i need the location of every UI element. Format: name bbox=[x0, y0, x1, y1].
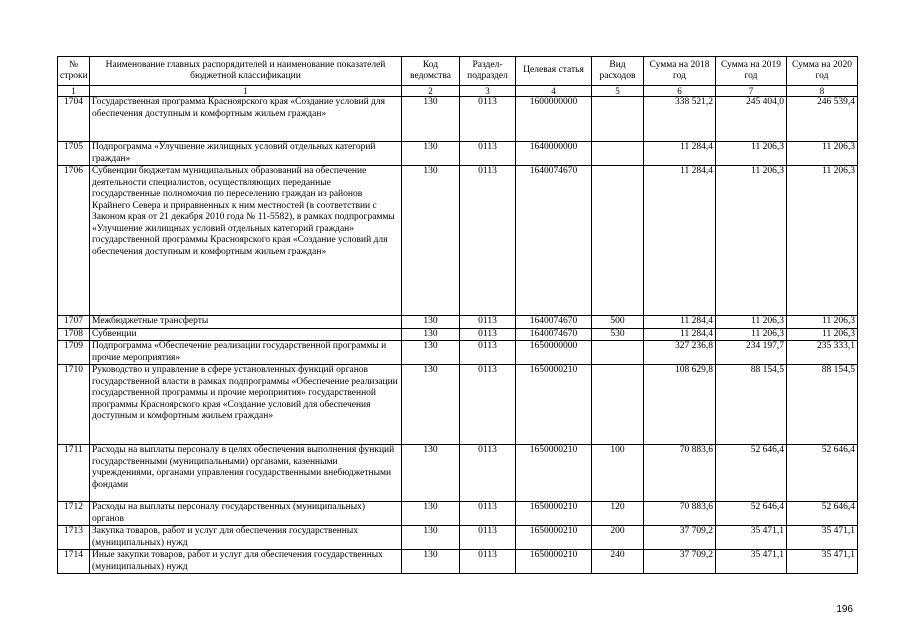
sum-2018-cell: 11 284,4 bbox=[644, 166, 716, 316]
sum-2020-cell: 11 206,3 bbox=[787, 316, 858, 329]
sum-2018-cell: 108 629,8 bbox=[644, 365, 716, 445]
table-row bbox=[58, 550, 858, 574]
name-cell: Закупка товаров, работ и услуг для обеспечения государственных (муниципальных) нужд bbox=[90, 526, 402, 550]
sum-2020-cell: 235 333,1 bbox=[787, 341, 858, 365]
page-number: 196 bbox=[836, 604, 853, 615]
sum-2018-cell: 338 521,2 bbox=[644, 97, 716, 142]
sum-2020-cell: 35 471,1 bbox=[787, 526, 858, 550]
column-number: 7 bbox=[716, 86, 787, 97]
kind-cell bbox=[592, 365, 644, 445]
sum-2019-cell: 11 206,3 bbox=[716, 142, 787, 166]
article-cell: 1650000000 bbox=[516, 341, 592, 365]
sum-2019-cell: 52 646,4 bbox=[716, 502, 787, 526]
article-cell: 1600000000 bbox=[516, 97, 592, 142]
name-cell: Подпрограмма «Улучшение жилищных условий отдельных категорий граждан» bbox=[90, 142, 402, 166]
kind-cell: 530 bbox=[592, 328, 644, 341]
sum-2020-cell: 11 206,3 bbox=[787, 328, 858, 341]
column-number: 1 bbox=[58, 86, 90, 97]
section-cell: 0113 bbox=[460, 97, 516, 142]
sum-2019-cell: 11 206,3 bbox=[716, 328, 787, 341]
row-number-cell: 1712 bbox=[58, 502, 90, 526]
column-number: 6 bbox=[644, 86, 716, 97]
article-cell: 1650000210 bbox=[516, 550, 592, 574]
header-code: Код ведомства bbox=[402, 57, 460, 86]
article-cell: 1650000210 bbox=[516, 526, 592, 550]
name-cell: Руководство и управление в сфере установленных функций органов государственной власти в рамках подпрограммы «Обеспечение реализации государственной программы и прочие мероприятия» государственной программы Красноярского края «Создание условий для обеспечения доступным и комфортным жильем граждан» bbox=[90, 365, 402, 445]
code-cell: 130 bbox=[402, 526, 460, 550]
header-row-number: № строки bbox=[58, 57, 90, 86]
header-name: Наименование главных распорядителей и наименование показателей бюджетной классификации bbox=[90, 57, 402, 86]
kind-cell bbox=[592, 97, 644, 142]
sum-2019-cell: 11 206,3 bbox=[716, 316, 787, 329]
column-number: 3 bbox=[460, 86, 516, 97]
column-number: 8 bbox=[787, 86, 858, 97]
header-kind: Вид расходов bbox=[592, 57, 644, 86]
table-row bbox=[58, 445, 858, 502]
section-cell: 0113 bbox=[460, 445, 516, 502]
kind-cell bbox=[592, 341, 644, 365]
row-number-cell: 1704 bbox=[58, 97, 90, 142]
sum-2019-cell: 11 206,3 bbox=[716, 166, 787, 316]
table-row bbox=[58, 502, 858, 526]
code-cell: 130 bbox=[402, 328, 460, 341]
section-cell: 0113 bbox=[460, 328, 516, 341]
sum-2018-cell: 327 236,8 bbox=[644, 341, 716, 365]
name-cell: Расходы на выплаты персоналу в целях обеспечения выполнения функций государственными (муниципальными) органами, казенными учреждениями, органами управления государственными внебюджетными фондами bbox=[90, 445, 402, 502]
code-cell: 130 bbox=[402, 502, 460, 526]
sum-2019-cell: 35 471,1 bbox=[716, 550, 787, 574]
name-cell: Государственная программа Красноярского края «Создание условий для обеспечения доступным и комфортным жильем граждан» bbox=[90, 97, 402, 142]
sum-2019-cell: 35 471,1 bbox=[716, 526, 787, 550]
name-cell: Иные закупки товаров, работ и услуг для обеспечения государственных (муниципальных) нужд bbox=[90, 550, 402, 574]
code-cell: 130 bbox=[402, 97, 460, 142]
table-row bbox=[58, 142, 858, 166]
table-row bbox=[58, 166, 858, 316]
kind-cell: 120 bbox=[592, 502, 644, 526]
sum-2020-cell: 11 206,3 bbox=[787, 166, 858, 316]
article-cell: 1650000210 bbox=[516, 502, 592, 526]
sum-2018-cell: 70 883,6 bbox=[644, 502, 716, 526]
sum-2018-cell: 70 883,6 bbox=[644, 445, 716, 502]
article-cell: 1640074670 bbox=[516, 316, 592, 329]
code-cell: 130 bbox=[402, 550, 460, 574]
section-cell: 0113 bbox=[460, 142, 516, 166]
name-cell: Субвенции bbox=[90, 328, 402, 341]
column-numbers-row bbox=[58, 86, 858, 97]
name-cell: Подпрограмма «Обеспечение реализации государственной программы и прочие мероприятия» bbox=[90, 341, 402, 365]
header-sum-2019: Сумма на 2019 год bbox=[716, 57, 787, 86]
table-row bbox=[58, 328, 858, 341]
header-article: Целевая статья bbox=[516, 57, 592, 86]
header-sum-2018: Сумма на 2018 год bbox=[644, 57, 716, 86]
article-cell: 1650000210 bbox=[516, 365, 592, 445]
row-number-cell: 1706 bbox=[58, 166, 90, 316]
code-cell: 130 bbox=[402, 445, 460, 502]
article-cell: 1640000000 bbox=[516, 142, 592, 166]
code-cell: 130 bbox=[402, 142, 460, 166]
kind-cell: 240 bbox=[592, 550, 644, 574]
code-cell: 130 bbox=[402, 341, 460, 365]
table-body bbox=[58, 97, 858, 574]
kind-cell: 200 bbox=[592, 526, 644, 550]
name-cell: Субвенции бюджетам муниципальных образований на обеспечение деятельности специалистов, осуществляющих переданные государственные полномочия по переселению граждан из районов Крайнего Севера и приравненных к ним местностей (в соответствии с Законом края от 21 декабря 2010 года № 11-5582), в рамках подпрограммы «Улучшение жилищных условий отдельных категорий граждан» государственной программы Красноярского края «Создание условий для обеспечения доступным и комфортным жильем граждан» bbox=[90, 166, 402, 316]
table-row bbox=[58, 316, 858, 329]
sum-2019-cell: 234 197,7 bbox=[716, 341, 787, 365]
section-cell: 0113 bbox=[460, 341, 516, 365]
section-cell: 0113 bbox=[460, 316, 516, 329]
article-cell: 1640074670 bbox=[516, 328, 592, 341]
row-number-cell: 1713 bbox=[58, 526, 90, 550]
section-cell: 0113 bbox=[460, 502, 516, 526]
kind-cell bbox=[592, 166, 644, 316]
article-cell: 1650000210 bbox=[516, 445, 592, 502]
row-number-cell: 1711 bbox=[58, 445, 90, 502]
table-row bbox=[58, 341, 858, 365]
code-cell: 130 bbox=[402, 365, 460, 445]
header-section: Раздел-подраздел bbox=[460, 57, 516, 86]
sum-2018-cell: 11 284,4 bbox=[644, 316, 716, 329]
sum-2019-cell: 52 646,4 bbox=[716, 445, 787, 502]
kind-cell bbox=[592, 142, 644, 166]
column-number: 1 bbox=[90, 86, 402, 97]
column-number: 2 bbox=[402, 86, 460, 97]
sum-2019-cell: 245 404,0 bbox=[716, 97, 787, 142]
table-row bbox=[58, 97, 858, 142]
sum-2020-cell: 52 646,4 bbox=[787, 445, 858, 502]
name-cell: Расходы на выплаты персоналу государственных (муниципальных) органов bbox=[90, 502, 402, 526]
code-cell: 130 bbox=[402, 166, 460, 316]
sum-2018-cell: 11 284,4 bbox=[644, 328, 716, 341]
sum-2018-cell: 37 709,2 bbox=[644, 550, 716, 574]
table-row bbox=[58, 526, 858, 550]
sum-2020-cell: 246 539,4 bbox=[787, 97, 858, 142]
name-cell: Межбюджетные трансферты bbox=[90, 316, 402, 329]
sum-2020-cell: 35 471,1 bbox=[787, 550, 858, 574]
header-sum-2020: Сумма на 2020 год bbox=[787, 57, 858, 86]
sum-2019-cell: 88 154,5 bbox=[716, 365, 787, 445]
sum-2018-cell: 37 709,2 bbox=[644, 526, 716, 550]
row-number-cell: 1710 bbox=[58, 365, 90, 445]
section-cell: 0113 bbox=[460, 526, 516, 550]
row-number-cell: 1707 bbox=[58, 316, 90, 329]
sum-2020-cell: 52 646,4 bbox=[787, 502, 858, 526]
table-row bbox=[58, 365, 858, 445]
sum-2020-cell: 11 206,3 bbox=[787, 142, 858, 166]
article-cell: 1640074670 bbox=[516, 166, 592, 316]
section-cell: 0113 bbox=[460, 166, 516, 316]
section-cell: 0113 bbox=[460, 365, 516, 445]
sum-2018-cell: 11 284,4 bbox=[644, 142, 716, 166]
column-number: 5 bbox=[592, 86, 644, 97]
budget-table bbox=[57, 56, 858, 574]
header-row bbox=[58, 57, 858, 86]
sum-2020-cell: 88 154,5 bbox=[787, 365, 858, 445]
kind-cell: 500 bbox=[592, 316, 644, 329]
row-number-cell: 1714 bbox=[58, 550, 90, 574]
row-number-cell: 1709 bbox=[58, 341, 90, 365]
kind-cell: 100 bbox=[592, 445, 644, 502]
column-number: 4 bbox=[516, 86, 592, 97]
code-cell: 130 bbox=[402, 316, 460, 329]
section-cell: 0113 bbox=[460, 550, 516, 574]
row-number-cell: 1708 bbox=[58, 328, 90, 341]
row-number-cell: 1705 bbox=[58, 142, 90, 166]
